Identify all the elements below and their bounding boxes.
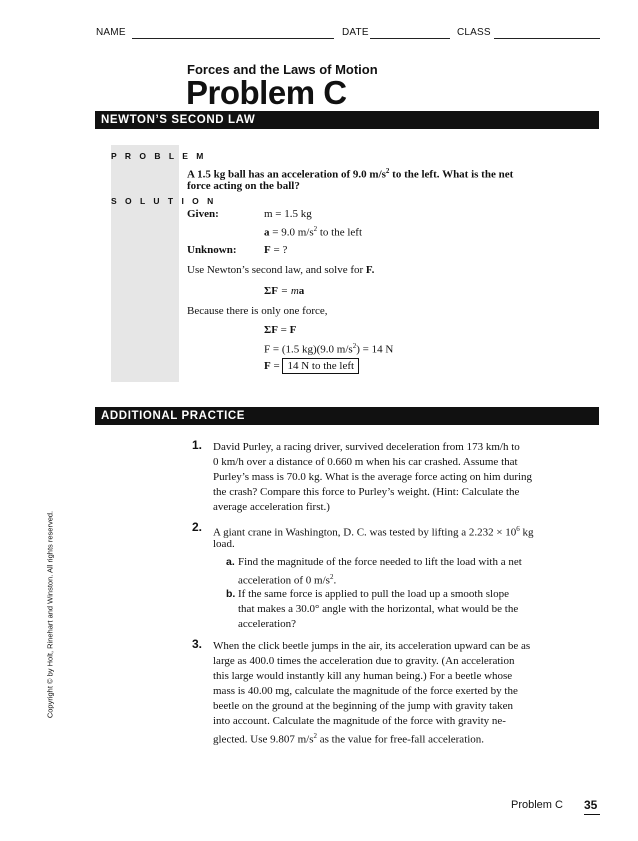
sidebar-gray-box bbox=[111, 145, 179, 382]
practice-2a-label: a. bbox=[226, 556, 235, 568]
footer-label: Problem C bbox=[511, 799, 563, 811]
practice-2a-line-1: Find the magnitude of the force needed to lift the load with a net bbox=[238, 556, 522, 568]
practice-2b-line-3: acceleration? bbox=[238, 618, 297, 630]
given-mass: m = 1.5 kg bbox=[264, 208, 312, 220]
because-text: Because there is only one force, bbox=[187, 305, 328, 317]
practice-1-line-3: Purley’s mass is 70.0 kg. What is the average force acting on him during bbox=[213, 471, 533, 483]
class-label: CLASS bbox=[457, 27, 491, 38]
practice-2a-line-2: acceleration of 0 $m/s^2$. bbox=[238, 573, 337, 587]
problem-line-2: force acting on the ball? bbox=[187, 180, 300, 192]
page-number: 35 bbox=[584, 798, 598, 812]
practice-3-line-2: large as 400.0 times the acceleration due to gravity. (An acceleration bbox=[213, 655, 515, 667]
practice-3-line-5: beetle on the ground at the beginning of the jump with gravity taken bbox=[213, 700, 513, 712]
name-line bbox=[132, 38, 334, 39]
practice-2-line-2: load. bbox=[213, 538, 235, 550]
date-label: DATE bbox=[342, 27, 369, 38]
practice-1-line-4: the crash? Compare this force to Purley’s weight. (Hint: Calculate the bbox=[213, 486, 520, 498]
practice-3-line-4: mass is 40.00 mg, calculate the magnitude of the force exerted by the bbox=[213, 685, 518, 697]
unknown-value: F = ? bbox=[264, 244, 288, 256]
page-subtitle: Forces and the Laws of Motion bbox=[187, 62, 378, 77]
practice-3-number: 3. bbox=[192, 637, 203, 651]
practice-1-line-5: average acceleration first.) bbox=[213, 501, 330, 513]
problem-label: P R O B L E M bbox=[111, 151, 207, 161]
section-band-newtons-second-law: NEWTON’S SECOND LAW bbox=[95, 111, 599, 129]
practice-1-line-1: David Purley, a racing driver, survived deceleration from 173 km/h to bbox=[213, 441, 520, 453]
use-law-text: Use Newton’s second law, and solve for F. bbox=[187, 264, 375, 276]
practice-3-line-6: into account. Calculate the magnitude of the force with gravity ne- bbox=[213, 715, 506, 727]
practice-1-line-2: 0 km/h over a distance of 0.660 m when his car crashed. Assume that bbox=[213, 456, 518, 468]
practice-2b-label: b. bbox=[226, 588, 236, 600]
practice-3-line-7: glected. Use 9.807 $m/s^2$ as the value for free-fall acceleration. bbox=[213, 732, 485, 746]
given-acceleration: a = 9.0 $m/s^2$ to the left bbox=[264, 225, 363, 239]
practice-2-line-1: A giant crane in Washington, D. C. was tested by lifting a $2.232 \times 10^6$ kg bbox=[213, 525, 534, 539]
practice-2-number: 2. bbox=[192, 520, 203, 534]
unknown-label: Unknown: bbox=[187, 244, 237, 256]
page-title: Problem C bbox=[186, 74, 347, 111]
date-line bbox=[370, 38, 450, 39]
equation-sum-f-ma: ΣF = ma bbox=[264, 285, 305, 297]
answer-box: 14 N to the left bbox=[282, 358, 359, 374]
practice-2b-line-2: that makes a 30.0° angle with the horizontal, what would be the bbox=[238, 603, 519, 615]
name-label: NAME bbox=[96, 27, 126, 38]
practice-1-number: 1. bbox=[192, 438, 203, 452]
practice-2b-line-1: If the same force is applied to pull the load up a smooth slope bbox=[238, 588, 509, 600]
given-label: Given: bbox=[187, 208, 219, 220]
solution-label: S O L U T I O N bbox=[111, 196, 217, 206]
practice-3-line-1: When the click beetle jumps in the air, its acceleration upward can be as bbox=[213, 640, 531, 652]
class-line bbox=[494, 38, 600, 39]
copyright-notice: Copyright © by Holt, Rinehart and Winston. All rights reserved. bbox=[45, 510, 55, 719]
equation-sum-f-f: ΣF = F bbox=[264, 324, 297, 336]
practice-3-line-3: this large would instantly kill any human being.) For a beetle whose bbox=[213, 670, 513, 682]
problem-line-1: A 1.5 kg ball has an acceleration of 9.0 $m/s^2$ to the left. What is the net bbox=[187, 167, 514, 181]
equation-answer: F = 14 N to the left bbox=[264, 359, 359, 374]
equation-calc: F = (1.5 kg)(9.0 $m/s^2) = 14$ N bbox=[264, 342, 394, 356]
section-band-additional-practice: ADDITIONAL PRACTICE bbox=[95, 407, 599, 425]
page-number-underline bbox=[584, 814, 600, 815]
